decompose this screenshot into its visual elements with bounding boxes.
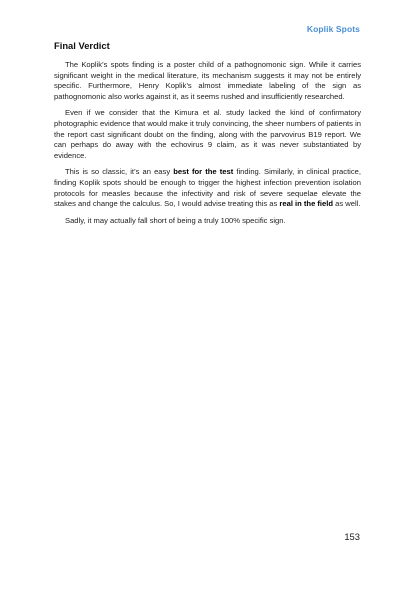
- paragraph-3: [54, 167, 361, 210]
- paragraph-3-text-a: This is so classic, it’s an easy: [65, 167, 174, 177]
- paragraph-3-text-e: as well.: [333, 199, 361, 209]
- paragraph-2: Even if we consider that the Kimura et al. study lacked the kind of confirmatory photographic evidence that would make it truly convincing, the sheer numbers of patients in the report cast significant doubt on the finding, along with the parvovirus B19 report. We can perhaps do away with the echovirus 9 claim, as it was never substantiated by evidence.: [54, 108, 361, 161]
- running-header: Koplik Spots: [306, 24, 360, 34]
- emphasis-best-for-the-test: best for the test: [173, 167, 234, 177]
- emphasis-real-in-the-field: real in the field: [279, 199, 334, 209]
- page-number: 153: [344, 531, 360, 542]
- section-heading: Final Verdict: [54, 40, 110, 51]
- paragraph-4: Sadly, it may actually fall short of being a truly 100% specific sign.: [65, 215, 286, 225]
- paragraph-3-text-c: finding. Similarly, in clinical practice, finding Koplik spots should be enough to trigger the highest infection prevention isolation protocols for measles because the infectivity and risk of severe sequelae elevate the stakes and change the calculus. So, I would advise treating this as: [54, 167, 362, 209]
- body-text: [54, 60, 361, 232]
- paragraph-1: The Koplik’s spots finding is a poster child of a pathognomonic sign. While it carries significant weight in the medical literature, its mechanism suggests it may not be entirely specific. Furthermore, Henry Koplik’s almost immediate labeling of the sign as pathognomonic also works against it, as it seems rushed and insufficiently researched.: [54, 60, 361, 102]
